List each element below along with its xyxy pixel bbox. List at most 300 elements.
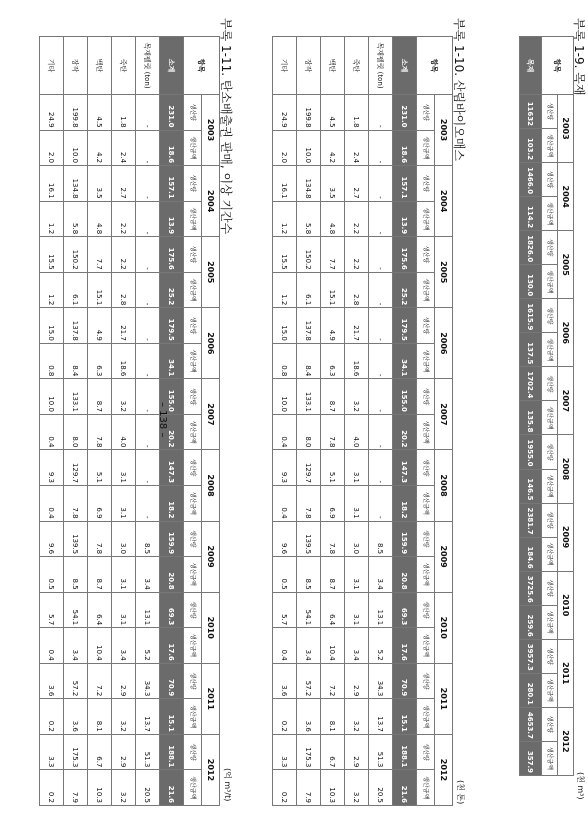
year-header: 2008 (202, 450, 220, 521)
sub-header: 생산금액 (542, 741, 558, 775)
table-cell: 2.7 (112, 166, 136, 202)
row-label: 목재펠릿 (ton) (136, 37, 160, 95)
table-cell: - (136, 166, 160, 202)
item-header: 항목 (542, 37, 574, 95)
sub-header: 생산량 (184, 379, 202, 415)
unit-label: (천 톤) (456, 780, 465, 805)
table-cell: - (136, 486, 160, 522)
table-row (40, 37, 64, 806)
sub-header: 생산금액 (417, 699, 435, 735)
table-cell: 20.5 (136, 770, 160, 806)
table-cell: 9.3 (273, 450, 297, 486)
table-cell: 2.0 (40, 130, 64, 166)
table-cell: 4.5 (321, 95, 345, 131)
sub-header: 생산금액 (417, 343, 435, 379)
sub-header: 생산량 (542, 163, 558, 197)
table-cell: 6.3 (88, 343, 112, 379)
table-cell: 7.9 (64, 770, 88, 806)
table-cell: 129.7 (64, 450, 88, 486)
table-cell: 21.7 (112, 308, 136, 344)
sub-header: 생산량 (542, 231, 558, 265)
year-header: 2004 (202, 166, 220, 237)
table-cell: 3.4 (64, 628, 88, 664)
year-header: 2003 (202, 95, 220, 166)
sub-header: 생산량 (417, 237, 435, 273)
sub-header: 생산량 (184, 663, 202, 699)
table-cell: 9.6 (273, 521, 297, 557)
sub-header: 생산량 (417, 521, 435, 557)
table-cell: 2.8 (112, 272, 136, 308)
sub-header: 생산량 (417, 308, 435, 344)
sub-header: 생산금액 (542, 605, 558, 639)
table-cell: 7.8 (64, 486, 88, 522)
table-cell: 3.1 (112, 486, 136, 522)
table-cell: 175.3 (64, 734, 88, 770)
table-cell: 6.3 (321, 343, 345, 379)
table-cell: - (369, 308, 393, 344)
table-cell: 54.1 (297, 592, 321, 628)
sub-header: 생산금액 (542, 129, 558, 163)
table-cell: 10.3 (321, 770, 345, 806)
year-header: 2012 (558, 707, 574, 775)
table-cell: 139.5 (64, 521, 88, 557)
table-cell: 7.7 (88, 237, 112, 273)
table-row (136, 37, 160, 806)
table-cell: - (369, 201, 393, 237)
table-cell: 15.1 (160, 699, 184, 735)
sub-header: 생산량 (184, 592, 202, 628)
table-cell: - (136, 130, 160, 166)
row-label: 기타 (273, 37, 297, 95)
table-cell: - (369, 272, 393, 308)
table-cell: 4.9 (88, 308, 112, 344)
table-cell: 3.1 (345, 450, 369, 486)
table-cell: 6.7 (88, 734, 112, 770)
table-cell: 137.8 (297, 308, 321, 344)
table-cell: 15.0 (273, 308, 297, 344)
table-cell: 1.2 (273, 201, 297, 237)
sub-header: 생산금액 (184, 557, 202, 593)
table-cell: 0.5 (40, 557, 64, 593)
table-cell: 139.5 (297, 521, 321, 557)
table-cell: 8.4 (297, 343, 321, 379)
sub-header: 생산금액 (542, 469, 558, 503)
sub-header: 생산량 (184, 734, 202, 770)
table-cell: 134.8 (64, 166, 88, 202)
table-cell: 13.7 (136, 699, 160, 735)
table-cell: 8.1 (88, 699, 112, 735)
table-cell: 3.6 (273, 663, 297, 699)
table-cell: 2.2 (345, 237, 369, 273)
table-cell: 5.1 (88, 450, 112, 486)
table-cell: 5.8 (297, 201, 321, 237)
table-cell: 21.7 (345, 308, 369, 344)
table-cell: 1615.9 (520, 299, 542, 333)
year-header: 2011 (558, 639, 574, 707)
year-header: 2005 (435, 237, 453, 308)
year-header: 2007 (558, 367, 574, 435)
table-cell: 7.8 (88, 521, 112, 557)
table-cell: 10.3 (88, 770, 112, 806)
table-row (369, 37, 393, 806)
table-cell: 10.0 (64, 130, 88, 166)
table-cell: 8.5 (136, 521, 160, 557)
table-cell: 3725.6 (520, 571, 542, 605)
table-cell: 1702.4 (520, 367, 542, 401)
table-cell: 3.1 (112, 592, 136, 628)
sub-header: 생산금액 (184, 272, 202, 308)
row-label: 목재 (520, 37, 542, 95)
table-cell: 147.3 (393, 450, 417, 486)
table-cell: 7.8 (88, 414, 112, 450)
table-cell: - (369, 237, 393, 273)
table-cell: 5.2 (136, 628, 160, 664)
row-label: 백탄 (88, 37, 112, 95)
table-cell: 1.2 (273, 272, 297, 308)
table-cell: 10.0 (40, 379, 64, 415)
table-cell: 4.0 (112, 414, 136, 450)
table-cell: 0.4 (40, 486, 64, 522)
table-cell: 2.7 (345, 166, 369, 202)
sub-header: 생산량 (542, 299, 558, 333)
year-header: 2006 (558, 299, 574, 367)
table-cell: 3.0 (112, 521, 136, 557)
year-header: 2011 (435, 663, 453, 734)
table-cell: 18.6 (112, 343, 136, 379)
table-row (273, 37, 297, 806)
data-table (272, 36, 453, 806)
table-cell: 2.4 (345, 130, 369, 166)
sub-header: 생산금액 (542, 401, 558, 435)
table-cell: 3.5 (88, 166, 112, 202)
table-cell: 20.2 (393, 414, 417, 450)
data-table (519, 36, 574, 776)
table-cell: 157.1 (393, 166, 417, 202)
table-cell: 10.0 (273, 379, 297, 415)
sub-header: 생산량 (417, 663, 435, 699)
table-cell: 2.2 (112, 201, 136, 237)
table-cell: 3.1 (112, 557, 136, 593)
row-label: 소계 (160, 37, 184, 95)
sub-header: 생산금액 (417, 557, 435, 593)
table-cell: 0.2 (40, 770, 64, 806)
table-row (520, 37, 542, 776)
table-cell: 15.5 (273, 237, 297, 273)
table-cell: 4.8 (321, 201, 345, 237)
table-cell: 114.2 (520, 197, 542, 231)
table-cell: 5.2 (369, 628, 393, 664)
sub-header: 생산금액 (417, 130, 435, 166)
table-cell: 8.7 (88, 557, 112, 593)
table-cell: - (136, 237, 160, 273)
table-cell: 20.8 (160, 557, 184, 593)
table-cell: 4.5 (88, 95, 112, 131)
table-cell: - (136, 272, 160, 308)
table-cell: - (136, 308, 160, 344)
table-cell: 2381.7 (520, 503, 542, 537)
table-cell: 3.3 (273, 734, 297, 770)
sub-header: 생산량 (417, 450, 435, 486)
sub-header: 생산금액 (184, 414, 202, 450)
table-cell: 15.0 (40, 308, 64, 344)
table-cell: 6.9 (88, 486, 112, 522)
table-cell: 8.5 (297, 557, 321, 593)
table-cell: 8.7 (321, 557, 345, 593)
sub-header: 생산량 (184, 308, 202, 344)
table-cell: 15.1 (88, 272, 112, 308)
table-cell: 3.4 (136, 557, 160, 593)
table-row (112, 37, 136, 806)
table-cell: 231.0 (393, 95, 417, 131)
table-cell: 3.2 (112, 770, 136, 806)
table-cell: 34.3 (136, 663, 160, 699)
table-cell: 5.8 (64, 201, 88, 237)
table-cell: 57.2 (297, 663, 321, 699)
table-cell: 21.6 (393, 770, 417, 806)
year-header: 2007 (435, 379, 453, 450)
table-cell: 3957.3 (520, 639, 542, 673)
table-cell: 9.3 (40, 450, 64, 486)
year-header: 2010 (558, 571, 574, 639)
sub-header: 생산량 (417, 95, 435, 131)
year-header: 2009 (202, 521, 220, 592)
table-cell: 103.2 (520, 129, 542, 163)
table-cell: - (136, 379, 160, 415)
table-cell: - (136, 201, 160, 237)
table-cell: 3.3 (40, 734, 64, 770)
sub-header: 생산금액 (184, 343, 202, 379)
table-cell: 199.8 (64, 95, 88, 131)
sub-header: 생산금액 (417, 770, 435, 806)
table-cell: 133.1 (297, 379, 321, 415)
table-cell: 6.4 (88, 592, 112, 628)
year-header: 2004 (558, 163, 574, 231)
table-row (297, 37, 321, 806)
item-header: 항목 (417, 37, 453, 95)
table-cell: 0.2 (273, 699, 297, 735)
table-cell: 69.3 (393, 592, 417, 628)
table-cell: 3.1 (112, 450, 136, 486)
table-cell: 4.2 (321, 130, 345, 166)
table-cell: 179.5 (160, 308, 184, 344)
sub-header: 생산량 (542, 639, 558, 673)
table-cell: 1826.0 (520, 231, 542, 265)
row-label: 장작 (297, 37, 321, 95)
table-cell: 1.8 (112, 95, 136, 131)
row-label: 죽탄 (112, 37, 136, 95)
sub-header: 생산금액 (184, 770, 202, 806)
table-cell: 24.9 (273, 95, 297, 131)
table-cell: 4.8 (88, 201, 112, 237)
table-cell: - (369, 166, 393, 202)
table-cell: 0.4 (40, 628, 64, 664)
table-cell: 135.8 (520, 401, 542, 435)
table-cell: 259.6 (520, 605, 542, 639)
year-header: 2008 (435, 450, 453, 521)
table-cell: 5.7 (273, 592, 297, 628)
table-cell: 13.1 (136, 592, 160, 628)
table-cell: 51.3 (136, 734, 160, 770)
table-cell: 7.8 (321, 414, 345, 450)
table-cell: - (369, 379, 393, 415)
year-header: 2012 (435, 734, 453, 805)
table-cell: 3.1 (345, 557, 369, 593)
table-cell: 3.6 (40, 663, 64, 699)
table-cell: 20.5 (369, 770, 393, 806)
table-cell: 3.2 (345, 699, 369, 735)
sub-header: 생산량 (542, 367, 558, 401)
sub-header: 생산량 (184, 450, 202, 486)
table-cell: 10.4 (321, 628, 345, 664)
table-cell: 13.9 (160, 201, 184, 237)
table-cell: 146.5 (520, 469, 542, 503)
sub-header: 생산량 (417, 734, 435, 770)
year-header: 2009 (558, 503, 574, 571)
table-cell: 3.6 (64, 699, 88, 735)
table-cell: 357.9 (520, 741, 542, 775)
table-cell: 3.6 (297, 699, 321, 735)
sub-header: 생산량 (542, 95, 558, 129)
sub-header: 생산량 (542, 571, 558, 605)
table-cell: 175.6 (160, 237, 184, 273)
table-cell: - (369, 414, 393, 450)
sub-header: 생산량 (184, 237, 202, 273)
table-cell: 7.2 (321, 663, 345, 699)
table-cell: 6.1 (64, 272, 88, 308)
table-cell: 0.8 (40, 343, 64, 379)
table-cell: 0.8 (273, 343, 297, 379)
table-cell: 280.1 (520, 673, 542, 707)
sub-header: 생산금액 (417, 486, 435, 522)
table-cell: 8.5 (369, 521, 393, 557)
row-label: 백탄 (321, 37, 345, 95)
table-cell: 155.0 (160, 379, 184, 415)
unit-label: (억 m³/t) (223, 768, 232, 802)
table-cell: 5.7 (40, 592, 64, 628)
table-cell: 1955.0 (520, 435, 542, 469)
table-cell: 15.1 (321, 272, 345, 308)
table-cell: 21.6 (160, 770, 184, 806)
sub-header: 생산금액 (417, 201, 435, 237)
sub-header: 생산량 (184, 521, 202, 557)
table-cell: 15.1 (393, 699, 417, 735)
year-header: 2011 (202, 663, 220, 734)
table-caption: 부록 1-9. 목재 (572, 18, 586, 96)
table-cell: 5.1 (321, 450, 345, 486)
table-cell: 2.9 (112, 663, 136, 699)
table-cell: - (369, 343, 393, 379)
year-header: 2003 (435, 95, 453, 166)
table-cell: 2.9 (112, 734, 136, 770)
sub-header: 생산금액 (417, 272, 435, 308)
table-cell: 3.5 (321, 166, 345, 202)
sub-header: 생산금액 (542, 537, 558, 571)
year-header: 2012 (202, 734, 220, 805)
table-cell: 150.2 (64, 237, 88, 273)
year-header: 2006 (202, 308, 220, 379)
table-cell: 11632 (520, 95, 542, 129)
table-cell: 4.0 (345, 414, 369, 450)
year-header: 2006 (435, 308, 453, 379)
unit-label: (천 m³) (576, 772, 585, 800)
table-cell: 147.3 (160, 450, 184, 486)
table-cell: - (136, 414, 160, 450)
table-cell: 175.3 (297, 734, 321, 770)
table-cell: 10.0 (297, 130, 321, 166)
table-cell: 18.6 (160, 130, 184, 166)
table-cell: 6.9 (321, 486, 345, 522)
table-cell: - (136, 450, 160, 486)
year-header: 2010 (435, 592, 453, 663)
table-cell: 15.5 (40, 237, 64, 273)
table-cell: 188.1 (393, 734, 417, 770)
sub-header: 생산금액 (417, 628, 435, 664)
table-cell: 70.9 (393, 663, 417, 699)
table-cell: 2.8 (345, 272, 369, 308)
table-cell: 34.1 (160, 343, 184, 379)
table-row (345, 37, 369, 806)
sub-header: 생산량 (184, 166, 202, 202)
table-cell: 3.0 (345, 521, 369, 557)
table-cell: 3.2 (112, 699, 136, 735)
table-row (321, 37, 345, 806)
table-cell: 0.4 (273, 486, 297, 522)
table-cell: 69.3 (160, 592, 184, 628)
table-cell: 34.3 (369, 663, 393, 699)
year-header: 2003 (558, 95, 574, 163)
table-cell: 2.0 (273, 130, 297, 166)
sub-header: 생산금액 (542, 333, 558, 367)
table-cell: 57.2 (64, 663, 88, 699)
table-cell: 18.2 (160, 486, 184, 522)
row-label: 목재펠릿 (ton) (369, 37, 393, 95)
table-cell: 20.2 (160, 414, 184, 450)
table-cell: 2.9 (345, 734, 369, 770)
table-cell: 70.9 (160, 663, 184, 699)
table-caption: 부록 1-11. 탄소배출권 판매, 이상 기간수 (219, 18, 233, 235)
sub-header: 생산량 (542, 707, 558, 741)
table-cell: 54.1 (64, 592, 88, 628)
year-header: 2007 (202, 379, 220, 450)
table-cell: 3.4 (369, 557, 393, 593)
year-header: 2005 (202, 237, 220, 308)
table-cell: 16.1 (273, 166, 297, 202)
table-cell: 2.2 (112, 237, 136, 273)
sub-header: 생산량 (184, 95, 202, 131)
table-row (393, 37, 417, 806)
table-cell: 18.2 (393, 486, 417, 522)
item-header: 항목 (184, 37, 220, 95)
table-cell: 8.5 (64, 557, 88, 593)
table-cell: 3.2 (112, 379, 136, 415)
table-cell: 1.8 (345, 95, 369, 131)
table-cell: 20.8 (393, 557, 417, 593)
table-cell: 134.8 (297, 166, 321, 202)
table-cell: 25.2 (160, 272, 184, 308)
table-cell: 4653.7 (520, 707, 542, 741)
table-row (88, 37, 112, 806)
table-cell: 51.3 (369, 734, 393, 770)
table-cell: 8.7 (321, 379, 345, 415)
table-cell: 8.0 (64, 414, 88, 450)
table-caption: 부록 1-10. 산림바이오매스 (452, 18, 466, 162)
year-header: 2009 (435, 521, 453, 592)
table-cell: 8.1 (321, 699, 345, 735)
table-cell: 10.4 (88, 628, 112, 664)
table-cell: 3.1 (345, 592, 369, 628)
table-cell: 18.6 (345, 343, 369, 379)
year-header: 2004 (435, 166, 453, 237)
